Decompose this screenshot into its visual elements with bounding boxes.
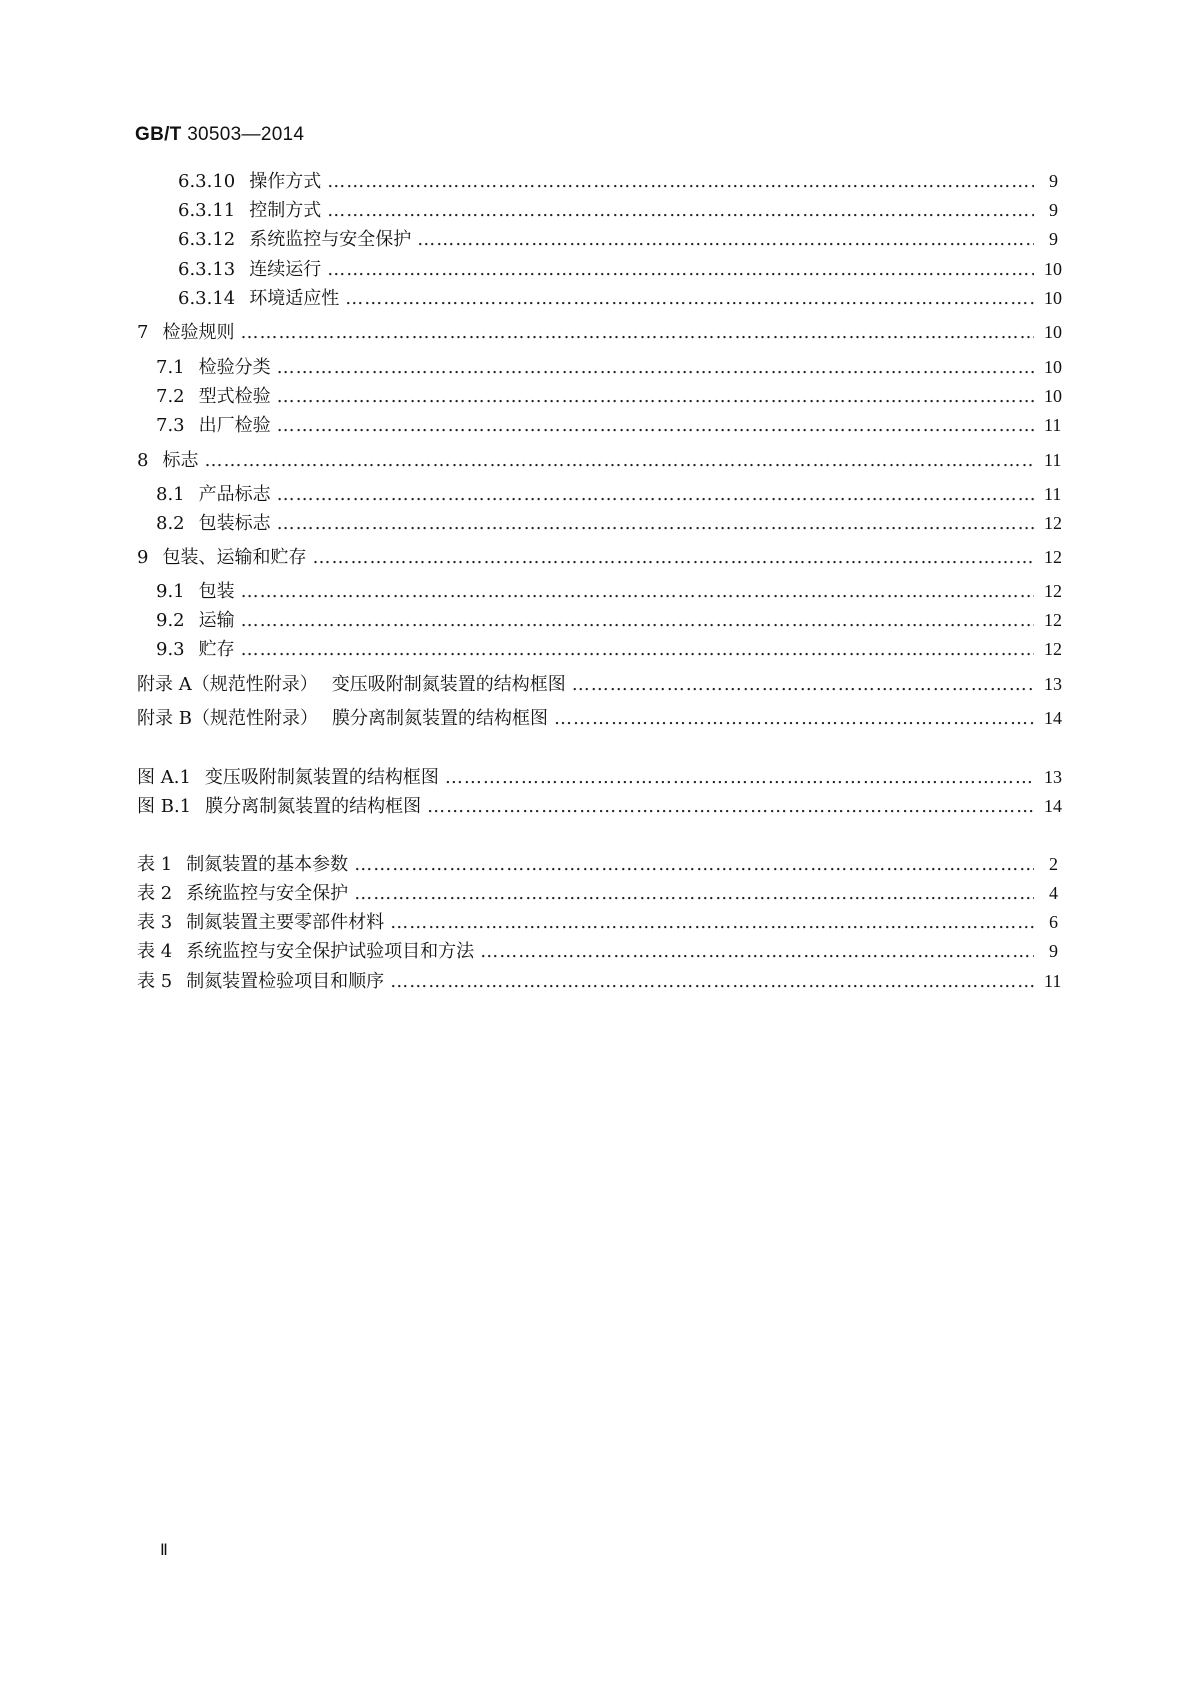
- table-entry-title: 制氮装置检验项目和顺序: [186, 971, 385, 992]
- standard-number: 30503—2014: [187, 124, 305, 145]
- table-entry-5[interactable]: [137, 968, 1062, 994]
- toc-entry-number: 6.3.14: [178, 288, 236, 309]
- table-entry-page: 11: [1044, 971, 1062, 991]
- toc-entry-title: 出厂检验: [198, 415, 271, 436]
- toc-entry-9-3[interactable]: [156, 636, 1062, 662]
- toc-entry-6-3-10[interactable]: [178, 168, 1058, 194]
- figure-entry-title: 变压吸附制氮装置的结构框图: [204, 767, 439, 788]
- toc-entry-title: 膜分离制氮装置的结构框图: [331, 708, 548, 729]
- toc-entry-9-2[interactable]: [156, 607, 1062, 633]
- toc-entry-title: 操作方式: [249, 171, 322, 192]
- toc-entry-8-2[interactable]: [156, 510, 1062, 536]
- document-header: [135, 124, 304, 146]
- toc-entry-9-1[interactable]: [156, 578, 1062, 604]
- table-entry-number: 表 1: [137, 854, 173, 875]
- toc-entry-page: 11: [1044, 415, 1062, 435]
- toc-entry-page: 12: [1044, 610, 1062, 630]
- toc-entry-number: 附录 B（规范性附录）: [137, 708, 318, 729]
- figure-entry-page: 14: [1044, 796, 1062, 816]
- table-entry-page: 2: [1049, 854, 1058, 874]
- toc-entry-number: 9.2: [156, 610, 185, 631]
- toc-entry-9[interactable]: [137, 544, 1062, 570]
- toc-entry-page: 9: [1049, 229, 1058, 249]
- toc-entry-6-3-13[interactable]: [178, 256, 1062, 282]
- toc-entry-number: 8.2: [156, 513, 185, 534]
- figure-entry-a1[interactable]: [137, 764, 1062, 790]
- toc-entry-8[interactable]: [137, 447, 1062, 473]
- leader-dots: [427, 794, 1034, 820]
- leader-dots: [327, 198, 1034, 224]
- leader-dots: [417, 227, 1034, 253]
- leader-dots: [390, 910, 1034, 936]
- leader-dots: [572, 672, 1034, 698]
- toc-entry-page: 12: [1044, 513, 1062, 533]
- leader-dots: [241, 579, 1034, 605]
- toc-entry-number: 9.3: [156, 639, 185, 660]
- toc-entry-7-3[interactable]: [156, 412, 1062, 438]
- toc-entry-6-3-11[interactable]: [178, 197, 1058, 223]
- toc-entry-number: 6.3.13: [178, 259, 236, 280]
- toc-entry-title: 包装: [198, 581, 235, 602]
- toc-entry-page: 11: [1044, 450, 1062, 470]
- leader-dots: [327, 257, 1034, 283]
- toc-entry-7-2[interactable]: [156, 383, 1062, 409]
- table-entry-number: 表 3: [137, 912, 173, 933]
- toc-entry-title: 变压吸附制氮装置的结构框图: [331, 674, 566, 695]
- leader-dots: [277, 511, 1034, 537]
- table-entry-title: 系统监控与安全保护: [186, 883, 349, 904]
- table-entry-title: 制氮装置主要零部件材料: [186, 912, 385, 933]
- toc-entry-page: 9: [1049, 200, 1058, 220]
- toc-entry-title: 贮存: [198, 639, 235, 660]
- table-entry-page: 9: [1049, 941, 1058, 961]
- leader-dots: [354, 881, 1034, 907]
- toc-entry-number: 6.3.11: [178, 200, 236, 221]
- toc-entry-number: 7.2: [156, 386, 185, 407]
- toc-entry-number: 7.3: [156, 415, 185, 436]
- leader-dots: [204, 448, 1034, 474]
- toc-entry-8-1[interactable]: [156, 481, 1062, 507]
- leader-dots: [240, 320, 1034, 346]
- toc-entry-title: 检验分类: [198, 357, 271, 378]
- toc-entry-title: 包装、运输和贮存: [162, 547, 307, 568]
- leader-dots: [354, 852, 1034, 878]
- figure-entry-number: 图 A.1: [137, 767, 191, 788]
- table-entry-1[interactable]: [137, 851, 1058, 877]
- toc-entry-appendix-a[interactable]: [137, 671, 1062, 697]
- table-entry-page: 6: [1049, 912, 1058, 932]
- leader-dots: [445, 765, 1034, 791]
- toc-entry-page: 10: [1044, 259, 1062, 279]
- toc-entry-number: 8: [137, 450, 149, 471]
- toc-entry-number: 6.3.10: [178, 171, 236, 192]
- toc-entry-number: 7: [137, 322, 149, 343]
- toc-entry-title: 控制方式: [249, 200, 322, 221]
- toc-entry-title: 型式检验: [198, 386, 271, 407]
- toc-entry-number: 7.1: [156, 357, 185, 378]
- toc-entry-number: 附录 A（规范性附录）: [137, 674, 318, 695]
- table-entry-page: 4: [1049, 883, 1058, 903]
- figure-entry-number: 图 B.1: [137, 796, 192, 817]
- leader-dots: [312, 545, 1034, 571]
- toc-entry-title: 环境适应性: [249, 288, 340, 309]
- toc-entry-page: 14: [1044, 708, 1062, 728]
- table-entry-number: 表 5: [137, 971, 173, 992]
- leader-dots: [554, 706, 1034, 732]
- toc-entry-title: 系统监控与安全保护: [249, 229, 412, 250]
- figure-entry-page: 13: [1044, 767, 1062, 787]
- table-entry-3[interactable]: [137, 909, 1058, 935]
- standard-code: GB/T: [135, 124, 182, 145]
- toc-entry-page: 9: [1049, 171, 1058, 191]
- leader-dots: [241, 608, 1034, 634]
- table-entry-title: 系统监控与安全保护试验项目和方法: [186, 941, 475, 962]
- toc-entry-title: 运输: [198, 610, 235, 631]
- leader-dots: [277, 355, 1034, 381]
- toc-entry-title: 包装标志: [198, 513, 271, 534]
- toc-entry-title: 标志: [162, 450, 199, 471]
- toc-entry-page: 12: [1044, 581, 1062, 601]
- toc-entry-6-3-14[interactable]: [178, 285, 1062, 311]
- toc-entry-page: 12: [1044, 547, 1062, 567]
- leader-dots: [241, 637, 1034, 663]
- toc-entry-page: 11: [1044, 484, 1062, 504]
- table-entry-number: 表 2: [137, 883, 173, 904]
- leader-dots: [277, 384, 1034, 410]
- toc-entry-page: 13: [1044, 674, 1062, 694]
- toc-entry-number: 9.1: [156, 581, 185, 602]
- toc-entry-page: 10: [1044, 322, 1062, 342]
- leader-dots: [345, 286, 1034, 312]
- leader-dots: [327, 169, 1034, 195]
- table-entry-2[interactable]: [137, 880, 1058, 906]
- toc-entry-title: 产品标志: [198, 484, 271, 505]
- table-entry-title: 制氮装置的基本参数: [186, 854, 349, 875]
- table-entry-number: 表 4: [137, 941, 173, 962]
- toc-entry-page: 12: [1044, 639, 1062, 659]
- toc-entry-page: 10: [1044, 357, 1062, 377]
- toc-entry-7[interactable]: [137, 319, 1062, 345]
- page-number: Ⅱ: [160, 1542, 168, 1559]
- toc-entry-page: 10: [1044, 386, 1062, 406]
- toc-entry-6-3-12[interactable]: [178, 226, 1058, 252]
- toc-entry-number: 9: [137, 547, 149, 568]
- table-entry-4[interactable]: [137, 938, 1058, 964]
- leader-dots: [277, 482, 1034, 508]
- leader-dots: [480, 939, 1034, 965]
- toc-entry-number: 8.1: [156, 484, 185, 505]
- figure-entry-b1[interactable]: [137, 793, 1062, 819]
- toc-entry-title: 检验规则: [162, 322, 235, 343]
- toc-entry-title: 连续运行: [249, 259, 322, 280]
- toc-entry-page: 10: [1044, 288, 1062, 308]
- leader-dots: [390, 969, 1034, 995]
- toc-entry-7-1[interactable]: [156, 354, 1062, 380]
- toc-entry-number: 6.3.12: [178, 229, 236, 250]
- figure-entry-title: 膜分离制氮装置的结构框图: [205, 796, 422, 817]
- leader-dots: [277, 413, 1034, 439]
- toc-entry-appendix-b[interactable]: [137, 705, 1062, 731]
